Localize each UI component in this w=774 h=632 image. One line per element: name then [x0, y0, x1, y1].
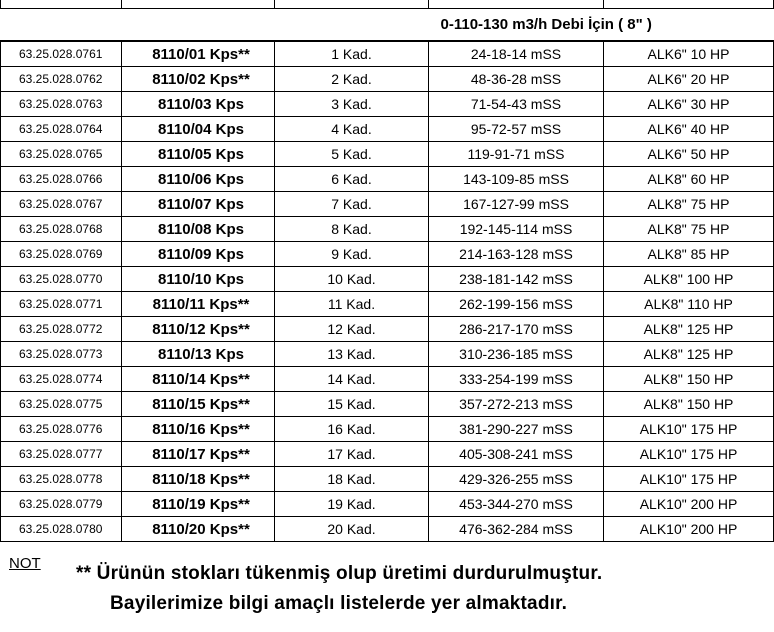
table-row	[1, 367, 774, 392]
header-strip-row	[1, 0, 774, 9]
motor-cell: ALK8" 75 HP	[604, 217, 774, 242]
head-range-cell: 381-290-227 mSS	[429, 417, 604, 442]
table-row	[1, 41, 774, 67]
motor-cell: ALK10" 175 HP	[604, 467, 774, 492]
product-code-cell: 63.25.028.0769	[1, 242, 122, 267]
head-range-cell: 143-109-85 mSS	[429, 167, 604, 192]
product-code-cell: 63.25.028.0780	[1, 517, 122, 542]
model-cell: 8110/04 Kps	[122, 117, 275, 142]
product-code-cell: 63.25.028.0768	[1, 217, 122, 242]
head-range-cell: 429-326-255 mSS	[429, 467, 604, 492]
stage-count-cell: 12 Kad.	[275, 317, 429, 342]
model-cell: 8110/17 Kps**	[122, 442, 275, 467]
note-line-1: ** Ürünün stokları tükenmiş olup üretimi durdurulmuştur.	[76, 563, 603, 584]
model-cell: 8110/07 Kps	[122, 192, 275, 217]
stage-count-cell: 7 Kad.	[275, 192, 429, 217]
table-row	[1, 292, 774, 317]
stage-count-cell: 6 Kad.	[275, 167, 429, 192]
product-code-cell: 63.25.028.0770	[1, 267, 122, 292]
stage-count-cell: 20 Kad.	[275, 517, 429, 542]
model-cell: 8110/18 Kps**	[122, 467, 275, 492]
section-title: 0-110-130 m3/h Debi İçin ( 8" )	[1, 9, 774, 42]
head-range-cell: 357-272-213 mSS	[429, 392, 604, 417]
stage-count-cell: 5 Kad.	[275, 142, 429, 167]
table-row	[1, 392, 774, 417]
table-body	[1, 0, 774, 542]
head-range-cell: 95-72-57 mSS	[429, 117, 604, 142]
head-range-cell: 167-127-99 mSS	[429, 192, 604, 217]
motor-cell: ALK10" 175 HP	[604, 417, 774, 442]
stage-count-cell: 19 Kad.	[275, 492, 429, 517]
note-label: NOT	[9, 555, 41, 572]
table-row	[1, 517, 774, 542]
head-range-cell: 119-91-71 mSS	[429, 142, 604, 167]
motor-cell: ALK6" 10 HP	[604, 41, 774, 67]
table-row	[1, 142, 774, 167]
product-code-cell: 63.25.028.0764	[1, 117, 122, 142]
section-title-row	[1, 9, 774, 42]
motor-cell: ALK10" 175 HP	[604, 442, 774, 467]
table-row	[1, 467, 774, 492]
motor-cell: ALK8" 100 HP	[604, 267, 774, 292]
table-row	[1, 242, 774, 267]
model-cell: 8110/14 Kps**	[122, 367, 275, 392]
model-cell: 8110/06 Kps	[122, 167, 275, 192]
table-row	[1, 267, 774, 292]
head-range-cell: 192-145-114 mSS	[429, 217, 604, 242]
table-row	[1, 317, 774, 342]
stage-count-cell: 13 Kad.	[275, 342, 429, 367]
product-code-cell: 63.25.028.0777	[1, 442, 122, 467]
product-code-cell: 63.25.028.0774	[1, 367, 122, 392]
motor-cell: ALK10" 200 HP	[604, 517, 774, 542]
header-strip-cell	[122, 0, 275, 9]
model-cell: 8110/10 Kps	[122, 267, 275, 292]
stage-count-cell: 4 Kad.	[275, 117, 429, 142]
head-range-cell: 405-308-241 mSS	[429, 442, 604, 467]
motor-cell: ALK8" 60 HP	[604, 167, 774, 192]
motor-cell: ALK6" 50 HP	[604, 142, 774, 167]
motor-cell: ALK10" 200 HP	[604, 492, 774, 517]
table-row	[1, 192, 774, 217]
head-range-cell: 71-54-43 mSS	[429, 92, 604, 117]
head-range-cell: 476-362-284 mSS	[429, 517, 604, 542]
stage-count-cell: 11 Kad.	[275, 292, 429, 317]
product-code-cell: 63.25.028.0766	[1, 167, 122, 192]
model-cell: 8110/15 Kps**	[122, 392, 275, 417]
model-cell: 8110/05 Kps	[122, 142, 275, 167]
product-code-cell: 63.25.028.0778	[1, 467, 122, 492]
stage-count-cell: 16 Kad.	[275, 417, 429, 442]
header-strip-cell	[429, 0, 604, 9]
product-code-cell: 63.25.028.0772	[1, 317, 122, 342]
stage-count-cell: 14 Kad.	[275, 367, 429, 392]
product-code-cell: 63.25.028.0776	[1, 417, 122, 442]
table-row	[1, 442, 774, 467]
table-row	[1, 417, 774, 442]
motor-cell: ALK8" 150 HP	[604, 367, 774, 392]
model-cell: 8110/02 Kps**	[122, 67, 275, 92]
product-code-cell: 63.25.028.0775	[1, 392, 122, 417]
head-range-cell: 262-199-156 mSS	[429, 292, 604, 317]
product-code-cell: 63.25.028.0765	[1, 142, 122, 167]
head-range-cell: 24-18-14 mSS	[429, 41, 604, 67]
motor-cell: ALK8" 110 HP	[604, 292, 774, 317]
product-code-cell: 63.25.028.0779	[1, 492, 122, 517]
head-range-cell: 333-254-199 mSS	[429, 367, 604, 392]
note-section	[0, 555, 774, 632]
stage-count-cell: 9 Kad.	[275, 242, 429, 267]
model-cell: 8110/12 Kps**	[122, 317, 275, 342]
head-range-cell: 238-181-142 mSS	[429, 267, 604, 292]
motor-cell: ALK8" 85 HP	[604, 242, 774, 267]
table-row	[1, 217, 774, 242]
model-cell: 8110/03 Kps	[122, 92, 275, 117]
product-code-cell: 63.25.028.0773	[1, 342, 122, 367]
product-code-cell: 63.25.028.0767	[1, 192, 122, 217]
table-row	[1, 67, 774, 92]
model-cell: 8110/11 Kps**	[122, 292, 275, 317]
model-cell: 8110/09 Kps	[122, 242, 275, 267]
stage-count-cell: 18 Kad.	[275, 467, 429, 492]
model-cell: 8110/19 Kps**	[122, 492, 275, 517]
product-code-cell: 63.25.028.0763	[1, 92, 122, 117]
head-range-cell: 214-163-128 mSS	[429, 242, 604, 267]
motor-cell: ALK6" 40 HP	[604, 117, 774, 142]
table-row	[1, 167, 774, 192]
motor-cell: ALK8" 125 HP	[604, 342, 774, 367]
header-strip-cell	[1, 0, 122, 9]
stage-count-cell: 1 Kad.	[275, 41, 429, 67]
motor-cell: ALK8" 150 HP	[604, 392, 774, 417]
model-cell: 8110/08 Kps	[122, 217, 275, 242]
product-code-cell: 63.25.028.0771	[1, 292, 122, 317]
head-range-cell: 453-344-270 mSS	[429, 492, 604, 517]
model-cell: 8110/16 Kps**	[122, 417, 275, 442]
stage-count-cell: 8 Kad.	[275, 217, 429, 242]
note-line-2: Bayilerimize bilgi amaçlı listelerde yer almaktadır.	[110, 593, 568, 614]
stage-count-cell: 17 Kad.	[275, 442, 429, 467]
model-cell: 8110/13 Kps	[122, 342, 275, 367]
model-cell: 8110/20 Kps**	[122, 517, 275, 542]
stage-count-cell: 15 Kad.	[275, 392, 429, 417]
stage-count-cell: 2 Kad.	[275, 67, 429, 92]
stage-count-cell: 10 Kad.	[275, 267, 429, 292]
table-row	[1, 117, 774, 142]
table-row	[1, 92, 774, 117]
model-cell: 8110/01 Kps**	[122, 41, 275, 67]
header-strip-cell	[604, 0, 774, 9]
product-code-cell: 63.25.028.0762	[1, 67, 122, 92]
head-range-cell: 48-36-28 mSS	[429, 67, 604, 92]
head-range-cell: 286-217-170 mSS	[429, 317, 604, 342]
motor-cell: ALK8" 75 HP	[604, 192, 774, 217]
motor-cell: ALK6" 20 HP	[604, 67, 774, 92]
motor-cell: ALK6" 30 HP	[604, 92, 774, 117]
table-row	[1, 492, 774, 517]
stage-count-cell: 3 Kad.	[275, 92, 429, 117]
table-row	[1, 342, 774, 367]
header-strip-cell	[275, 0, 429, 9]
motor-cell: ALK8" 125 HP	[604, 317, 774, 342]
product-code-cell: 63.25.028.0761	[1, 41, 122, 67]
head-range-cell: 310-236-185 mSS	[429, 342, 604, 367]
